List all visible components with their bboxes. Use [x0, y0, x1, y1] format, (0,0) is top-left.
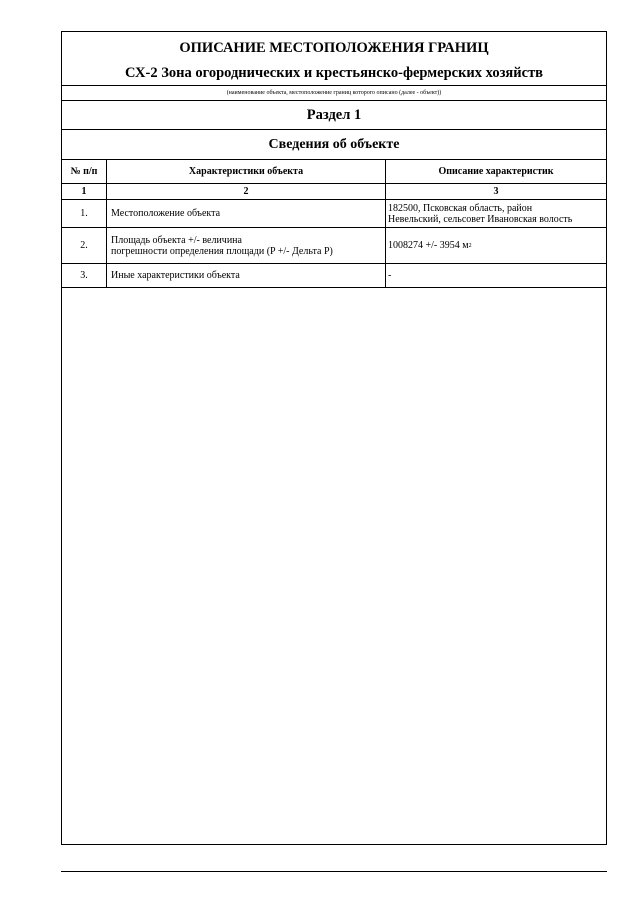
- header-characteristic: Характеристики объекта: [107, 160, 386, 183]
- object-caption: (наименование объекта, местоположение границ которого описано (далее - объект)): [62, 86, 606, 101]
- index-cell-2: 2: [107, 184, 386, 199]
- row-number: 3.: [62, 264, 107, 287]
- characteristic-line-1: Площадь объекта +/- величина: [111, 234, 242, 246]
- header-description: Описание характеристик: [438, 166, 554, 177]
- index-cell-3: 3: [493, 186, 499, 197]
- subsection-title: Сведения об объекте: [62, 130, 606, 160]
- area-value: 1008274 +/- 3954 м: [388, 240, 469, 251]
- table-index-row: [62, 184, 606, 200]
- index-cell-1: 1: [62, 184, 107, 199]
- row-number: 2.: [62, 228, 107, 263]
- characteristic-text: Местоположение объекта: [111, 208, 221, 219]
- document-frame: [61, 31, 607, 845]
- section-title: Раздел 1: [62, 101, 606, 130]
- table-row: [62, 264, 606, 288]
- header-number: № п/п: [62, 160, 107, 183]
- row-characteristic: [107, 200, 386, 227]
- row-description: 1008274 +/- 3954 м 2: [388, 240, 472, 251]
- table-row: [62, 228, 606, 264]
- document-title: ОПИСАНИЕ МЕСТОПОЛОЖЕНИЯ ГРАНИЦ: [179, 40, 489, 56]
- row-characteristic: [107, 264, 386, 287]
- row-number: 1.: [62, 200, 107, 227]
- row-description: [386, 264, 606, 287]
- table-header-row: [62, 160, 606, 184]
- row-characteristic: [107, 228, 386, 263]
- characteristic-text: Иные характеристики объекта: [111, 270, 240, 281]
- footer-divider: [61, 871, 607, 872]
- description-text: -: [388, 270, 392, 281]
- description-line-1: 182500, Псковская область, район: [388, 202, 533, 214]
- characteristic-line-2: погрешности определения площади (P +/- Дельта P): [111, 245, 333, 257]
- table-row: [62, 200, 606, 228]
- object-name: СХ-2 Зона огороднических и крестьянско-фермерских хозяйств: [62, 61, 606, 86]
- row-description: [386, 200, 606, 227]
- description-line-2: Невельский, сельсовет Ивановская волость: [388, 213, 573, 225]
